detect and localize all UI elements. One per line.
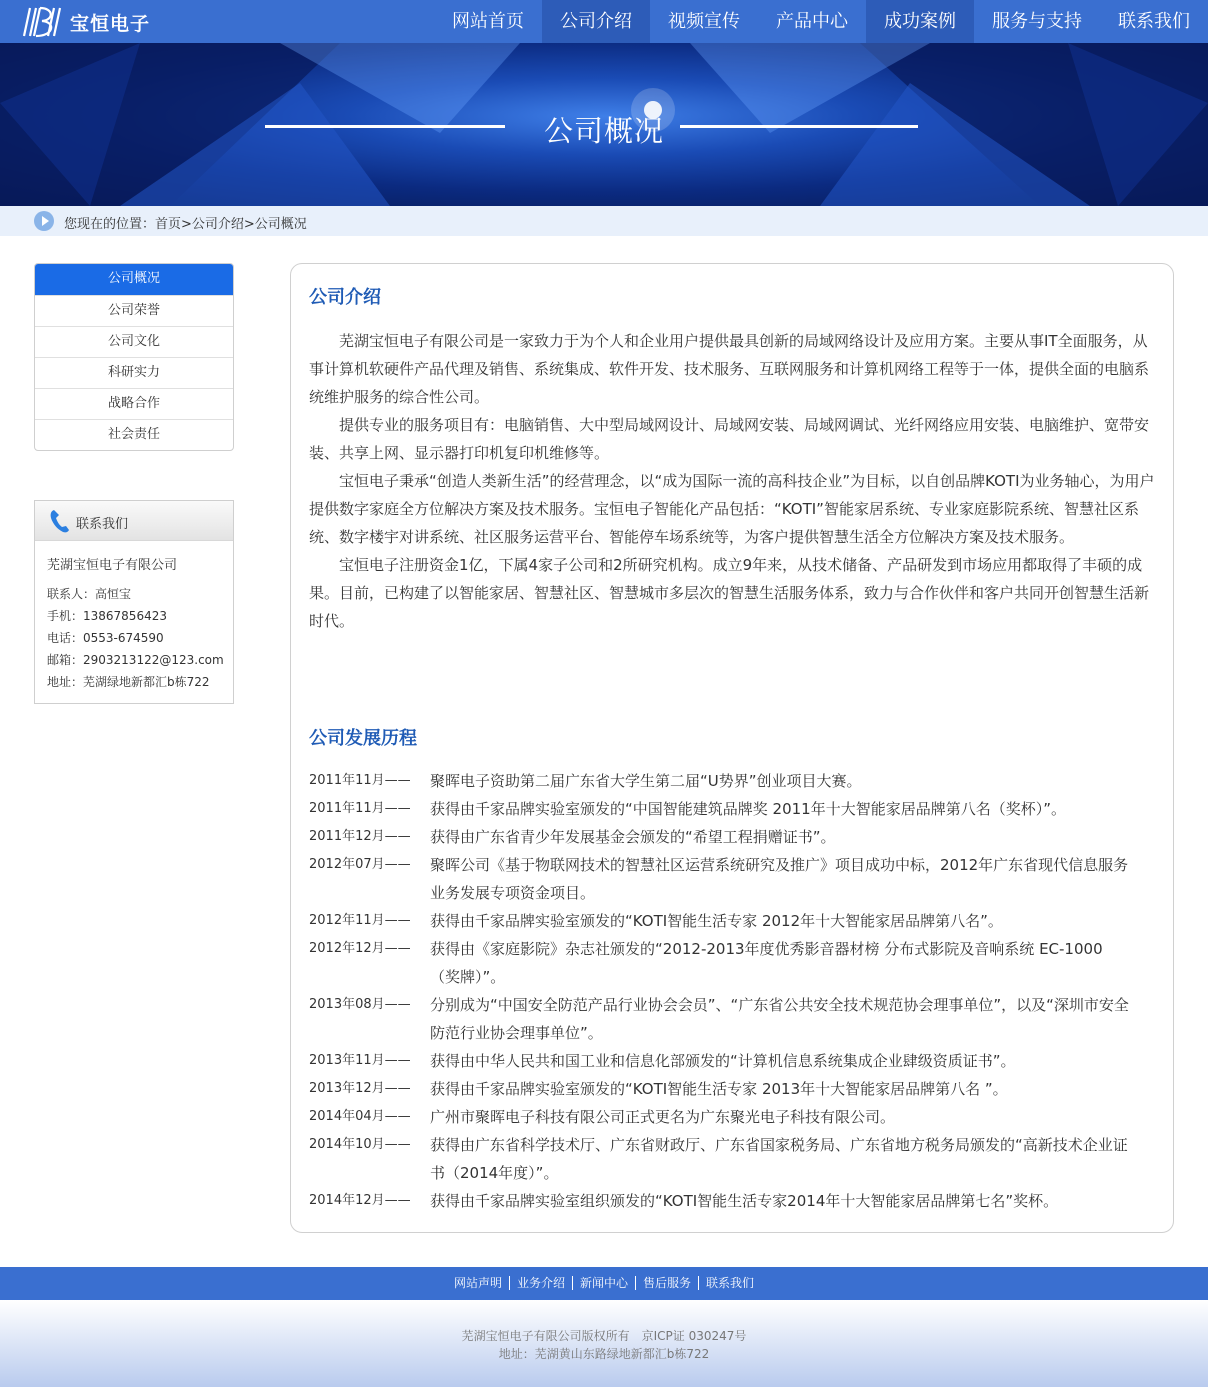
contact-header [35,501,233,541]
banner [0,43,1208,206]
logo[interactable] [22,5,150,39]
history-item [309,1187,1161,1215]
history-text: 获得由《家庭影院》杂志社颁发的“2012-2013年度优秀影音器材榜 分布式影院及音响系统 EC-1000（奖牌）”。 [430,940,1103,986]
sidebar-item-overview[interactable]: 公司概况 [35,264,233,295]
contact-title: 联系我们 [76,517,129,532]
intro-paragraph: 宝恒电子注册资金1亿，下属4家子公司和2所研究机构。成立9年来，从技术储备、产品研发到市场应用都取得了丰硕的成果。目前，已构建了以智能家居、智慧社区、智慧城市多层次的智慧生活服务体系，致力与合作伙伴和客户共同开创智慧生活新时代。 [309,556,1150,630]
top-navbar [0,0,1208,43]
history-date: 2012年07月—— [309,857,411,872]
history-item [309,935,1161,991]
play-arrow-icon [34,211,54,231]
nav-cases[interactable]: 成功案例 [866,0,974,43]
history-date: 2014年04月—— [309,1109,411,1124]
history-text: 获得由中华人民共和国工业和信息化部颁发的“计算机信息系统集成企业肆级资质证书”。 [430,1052,1016,1070]
history-date: 2011年12月—— [309,829,411,844]
contact-company: 芜湖宝恒电子有限公司 [47,558,178,573]
history-date: 2013年11月—— [309,1053,411,1068]
breadcrumb[interactable]: 您现在的位置：首页>公司介绍>公司概况 [64,217,307,232]
nav-service[interactable]: 服务与支持 [992,11,1082,32]
intro-title: 公司介绍 [309,287,381,308]
history-item [309,1131,1161,1187]
history-text: 广州市聚晖电子科技有限公司正式更名为广东聚光电子科技有限公司。 [430,1108,896,1126]
history-item [309,795,1161,823]
contact-email: 邮箱：2903213122@123.com [47,653,224,667]
history-text: 分别成为“中国安全防范产品行业协会会员”、“广东省公共安全技术规范协会理事单位”，以及“深圳市安全防范行业协会理事单位”。 [430,996,1129,1042]
contact-address: 地址：芜湖绿地新都汇b栋722 [47,675,210,689]
intro-paragraph: 提供专业的服务项目有：电脑销售、大中型局域网设计、局域网安装、局域网调试、光纤网络应用安装、电脑维护、宽带安装、共享上网、显示器打印机复印机维修等。 [309,416,1150,462]
intro-body [309,327,1161,635]
history-item [309,1103,1161,1131]
history-item [309,767,1161,795]
history-text: 聚晖公司《基于物联网技术的智慧社区运营系统研究及推广》项目成功中标，2012年广东省现代信息服务业务发展专项资金项目。 [430,856,1129,902]
phone-icon [49,508,71,534]
footer [0,1300,1208,1387]
nav-video[interactable]: 视频宣传 [668,11,740,32]
history-date: 2011年11月—— [309,801,411,816]
footer-link-contact[interactable]: 联系我们 [698,1276,761,1290]
footer-link-bar [0,1267,1208,1300]
history-date: 2012年12月—— [309,941,411,956]
history-text: 获得由千家品牌实验室颁发的“中国智能建筑品牌奖 2011年十大智能家居品牌第八名（奖杯）”。 [430,800,1066,818]
history-item [309,1075,1161,1103]
history-item [309,1047,1161,1075]
footer-link-news[interactable]: 新闻中心 [572,1276,635,1290]
logo-mark-icon [22,6,66,38]
nav-products[interactable]: 产品中心 [776,11,848,32]
footer-link-statement[interactable]: 网站声明 [453,1276,502,1290]
history-date: 2013年12月—— [309,1081,411,1096]
history-date: 2014年10月—— [309,1137,411,1152]
history-item [309,851,1161,907]
logo-text: 宝恒电子 [70,12,151,35]
content-panel [290,263,1174,1233]
sidebar-item-partners[interactable]: 战略合作 [35,388,233,419]
history-date: 2012年11月—— [309,913,411,928]
nav-company-intro[interactable]: 公司介绍 [542,0,650,43]
sidebar-menu [34,263,234,451]
history-item [309,907,1161,935]
intro-paragraph: 芜湖宝恒电子有限公司是一家致力于为个人和企业用户提供最具创新的局域网络设计及应用方案。主要从事IT全面服务，从事计算机软硬件产品代理及销售、系统集成、软件开发、技术服务、互联网服务和计算机网络工程等于一体，提供全面的电脑系统维护服务的综合性公司。 [309,332,1150,406]
history-text: 获得由广东省青少年发展基金会颁发的“希望工程捐赠证书”。 [430,828,836,846]
contact-phone: 电话：0553-674590 [47,631,164,645]
history-date: 2011年11月—— [309,773,411,788]
contact-mobile: 手机：13867856423 [47,609,167,623]
history-date: 2014年12月—— [309,1193,411,1208]
sidebar-item-culture[interactable]: 公司文化 [35,326,233,357]
intro-paragraph: 宝恒电子秉承“创造人类新生活”的经营理念，以“成为国际一流的高科技企业”为目标，以自创品牌KOTI为业务轴心，为用户提供数字家庭全方位解决方案及技术服务。宝恒电子智能化产品包括：“KOTI”智能家居系统、专业家庭影院系统、智慧社区系统、数字楼宇对讲系统、社区服务运营平台、智能停车场系统等，为客户提供智慧生活全方位解决方案及技术服务。 [309,472,1155,546]
contact-person: 联系人：高恒宝 [47,587,132,601]
contact-box [34,500,234,704]
footer-address: 地址：芜湖黄山东路绿地新都汇b栋722 [498,1347,710,1361]
nav-contact[interactable]: 联系我们 [1118,11,1190,32]
banner-divider-right [680,125,918,128]
history-item [309,991,1161,1047]
history-title: 公司发展历程 [309,728,417,749]
history-text: 获得由千家品牌实验室颁发的“KOTI智能生活专家 2013年十大智能家居品牌第八名 ”。 [430,1080,1008,1098]
sidebar-item-responsibility[interactable]: 社会责任 [35,419,233,450]
history-text: 获得由千家品牌实验室颁发的“KOTI智能生活专家 2012年十大智能家居品牌第八名”。 [430,912,1003,930]
history-text: 获得由千家品牌实验室组织颁发的“KOTI智能生活专家2014年十大智能家居品牌第七名”奖杯。 [430,1192,1059,1210]
breadcrumb-bar [0,206,1208,236]
footer-links [447,1276,761,1290]
footer-link-business[interactable]: 业务介绍 [509,1276,572,1290]
banner-title: 公司概况 [543,114,664,148]
sidebar-item-research[interactable]: 科研实力 [35,357,233,388]
history-item [309,823,1161,851]
history-list [309,767,1161,1215]
nav-home[interactable]: 网站首页 [452,11,524,32]
footer-link-aftersales[interactable]: 售后服务 [635,1276,698,1290]
history-text: 获得由广东省科学技术厅、广东省财政厅、广东省国家税务局、广东省地方税务局颁发的“高新技术企业证书（2014年度）”。 [430,1136,1128,1182]
history-date: 2013年08月—— [309,997,411,1012]
copyright: 芜湖宝恒电子有限公司版权所有 京ICP证 030247号 [461,1329,747,1343]
sidebar-item-honors[interactable]: 公司荣誉 [35,295,233,326]
history-text: 聚晖电子资助第二届广东省大学生第二届“U势界”创业项目大赛。 [430,772,862,790]
main-nav [434,0,1208,43]
